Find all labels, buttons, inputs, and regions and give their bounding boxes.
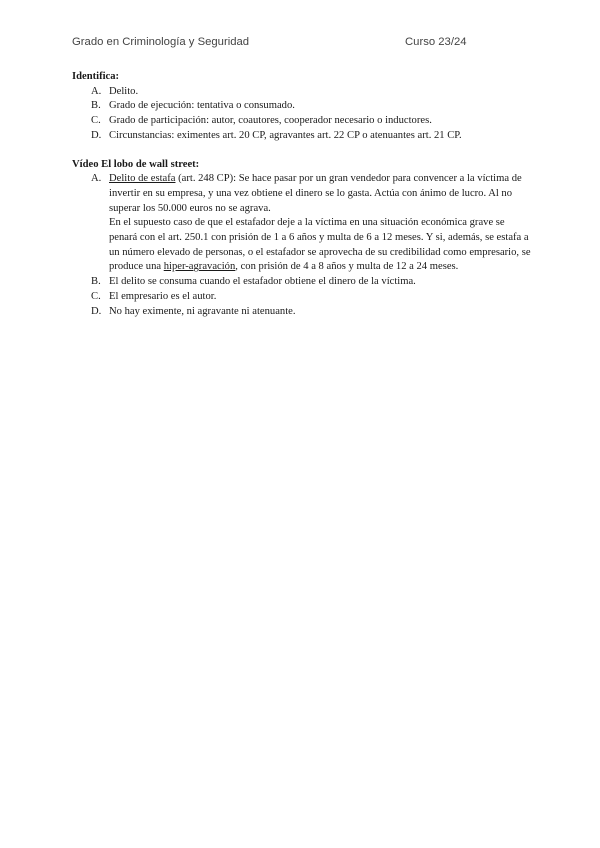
list-item xyxy=(72,85,532,100)
list-marker: A. xyxy=(91,173,102,185)
list-marker: C. xyxy=(91,115,101,127)
list-item xyxy=(72,129,532,144)
item-a-para2-end: , con prisión de 4 a 8 años y multa de 12 a 24 meses. xyxy=(235,261,459,273)
list-marker: C. xyxy=(91,290,101,302)
hiper-agravacion-term: hiper-agravación xyxy=(163,261,236,273)
list-item-text: No hay eximente, ni agravante ni atenuante. xyxy=(109,305,296,317)
item-a-paragraph-1 xyxy=(109,172,532,216)
list-marker: B. xyxy=(91,276,101,288)
list-marker: B. xyxy=(91,100,101,112)
section-video xyxy=(72,158,532,320)
item-a-text: (art. 248 CP): Se hace pasar por un gran vendedor para convencer a la víctima de invertir en su empresa, y una vez obtiene el dinero se lo gasta. Actúa con ánimo de lucro. Al no superar los 50.000 euros no se agrava. xyxy=(109,173,522,214)
item-a-paragraph-2 xyxy=(109,216,532,275)
list-item xyxy=(72,99,532,114)
document-body xyxy=(72,70,532,333)
section-title-video: Vídeo El lobo de wall street: xyxy=(72,158,200,170)
item-a-para2-text: En el supuesto caso de que el estafador deje a la víctima en una situación económica grave se penará con el art. 250.1 con prisión de 1 a 6 años y multa de 6 a 12 meses. Y si, además, se estafa a un número elevado de personas, o el estafador se aprovecha de su credibilidad como empresario, se produce una xyxy=(109,217,531,273)
list-marker: A. xyxy=(91,85,102,97)
list-marker: D. xyxy=(91,129,102,141)
list-item-text: Delito. xyxy=(109,85,139,97)
list-marker: D. xyxy=(91,305,102,317)
video-list xyxy=(72,172,532,319)
list-item-text: Grado de participación: autor, coautores, cooperador necesario o inductores. xyxy=(109,115,432,127)
list-item xyxy=(72,172,532,275)
list-item-text: El empresario es el autor. xyxy=(109,290,217,302)
identifica-list xyxy=(72,85,532,144)
list-item-text: Grado de ejecución: tentativa o consumado. xyxy=(109,100,295,112)
delito-estafa-term: Delito de estafa xyxy=(109,173,176,185)
section-identifica xyxy=(72,70,532,144)
header-course-year: Curso 23/24 xyxy=(405,36,467,48)
section-title-identifica: Identifica: xyxy=(72,71,120,82)
list-item-text: Circunstancias: eximentes art. 20 CP, agravantes art. 22 CP o atenuantes art. 21 CP. xyxy=(109,129,462,141)
list-item xyxy=(72,275,532,290)
list-item-text: El delito se consuma cuando el estafador obtiene el dinero de la víctima. xyxy=(109,276,416,288)
list-item xyxy=(72,290,532,305)
header-course-name: Grado en Criminología y Seguridad xyxy=(72,36,250,48)
list-item xyxy=(72,114,532,129)
list-item xyxy=(72,305,532,320)
